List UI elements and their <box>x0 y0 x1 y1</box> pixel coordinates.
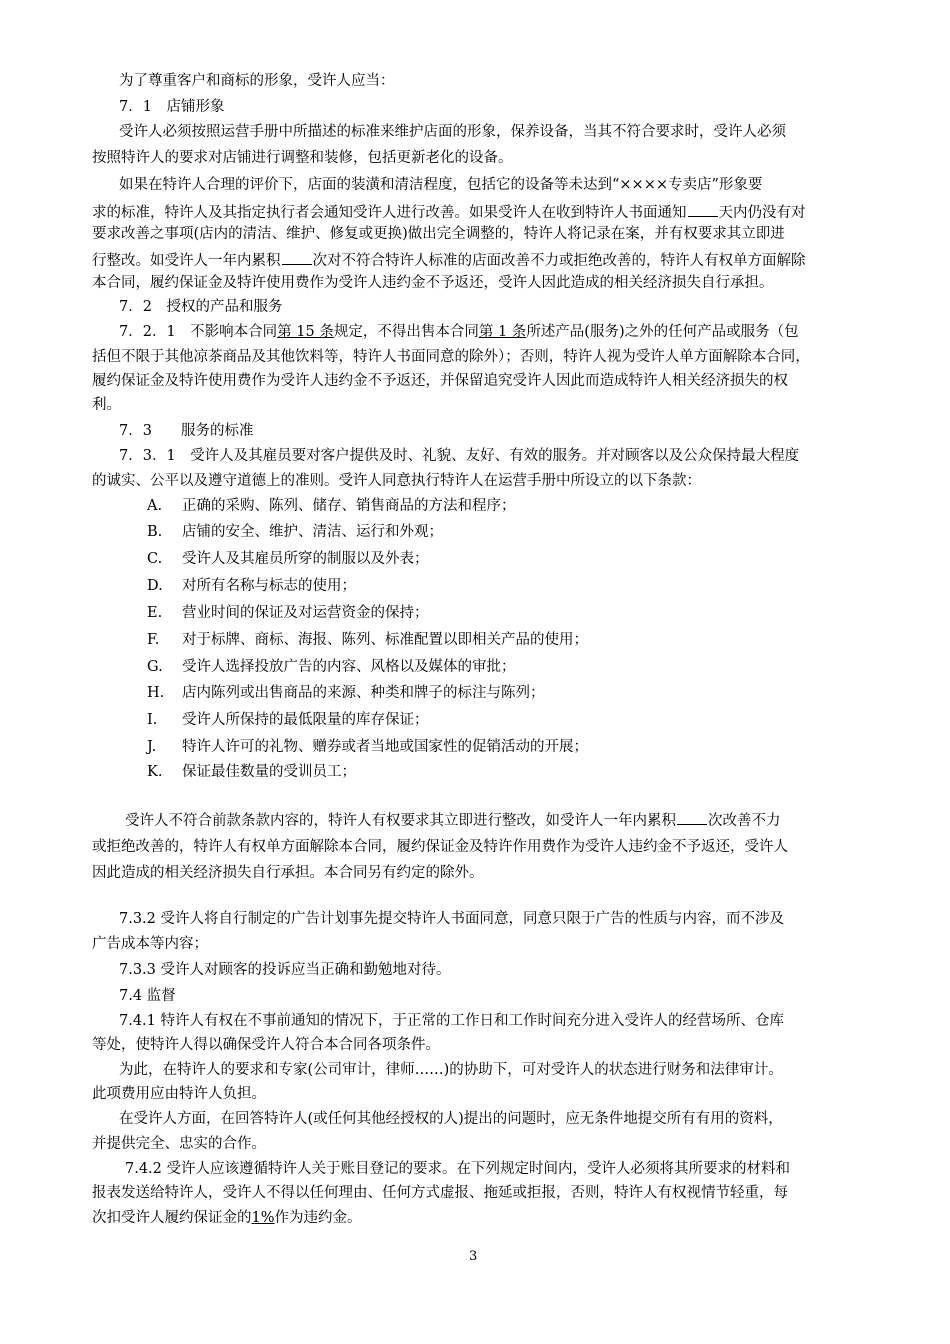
paragraph-line: 求的标准，特许人及其指定执行者会通知受许人进行改善。如果受许人在收到特许人书面通知 天内仍没有对 <box>92 202 862 222</box>
paragraph-line: 在受许人方面，在回答特许人(或任何其他经授权的人)提出的问题时，应无条件地提交所有有用的资料， <box>119 1111 783 1127</box>
paragraph-line: 并提供完全、忠实的合作。 <box>92 1136 266 1152</box>
paragraph-line: 此项费用应由特许人负担。 <box>92 1086 266 1102</box>
list-item: G. 受许人选择投放广告的内容、风格以及媒体的审批； <box>147 659 516 675</box>
paragraph-line: 或拒绝改善的，特许人有权单方面解除本合同，履约保证金及特许作用费作为受许人违约金不予返还，受许人 <box>92 839 788 855</box>
clause-7-3-3-line: 7.3.3 受许人对顾客的投诉应当正确和勤勉地对待。 <box>119 962 451 978</box>
clause-7-3-1-line: 7．3．1 受许人及其雇员要对客户提供及时、礼貌、友好、有效的服务。并对顾客以及公众保持最大程度 <box>119 448 800 464</box>
clause-7-2-1-line: 7．2．1 不影响本合同第 15 条规定，不得出售本合同第 1 条所述产品(服务)之外的任何产品或服务（包 <box>119 324 799 340</box>
clause-7-4-1-line: 7.4.1 特许人有权在不事前通知的情况下，于正常的工作日和工作时间充分进入受许人的经营场所、仓库 <box>119 1013 784 1029</box>
paragraph-line: 受许人不符合前款条款内容的，特许人有权要求其立即进行整改，如受许人一年内累积 次改善不力 <box>125 810 895 830</box>
list-item: K. 保证最佳数量的受训员工； <box>147 764 356 780</box>
article-reference: 第 15 条 <box>277 324 334 340</box>
paragraph-line: 受许人必须按照运营手册中所描述的标准来维护店面的形象，保养设备，当其不符合要求时，受许人必须 <box>119 124 786 140</box>
list-item: E. 营业时间的保证及对运营资金的保持； <box>147 605 429 621</box>
list-item: A. 正确的采购、陈列、储存、销售商品的方法和程序； <box>147 498 516 514</box>
paragraph-line: 履约保证金及特许使用费作为受许人违约金不予返还，并保留追究受许人因此而造成特许人相关经济损失的权 <box>92 373 788 389</box>
paragraph-line: 要求改善之事项(店内的清洁、维护、修复或更换)做出完全调整的，特许人将记录在案，并有权要求其立即进 <box>92 226 785 242</box>
list-item: D. 对所有名称与标志的使用； <box>147 578 356 594</box>
paragraph-line: 为此，在特许人的要求和专家(公司审计，律师……)的协助下，可对受许人的状态进行财务和法律审计。 <box>119 1062 783 1078</box>
paragraph-line: 按照特许人的要求对店铺进行调整和装修，包括更新老化的设备。 <box>92 150 513 166</box>
intro-line: 为了尊重客户和商标的形象，受许人应当： <box>119 73 395 89</box>
paragraph-line: 报表发送给特许人，受许人不得以任何理由、任何方式虚报、拖延或拒报，否则，特许人有权视情节轻重，每 <box>92 1185 788 1201</box>
paragraph-line: 次扣受许人履约保证金的1%作为违约金。 <box>92 1210 362 1226</box>
section-7-2-title: 7．2 授权的产品和服务 <box>119 299 283 315</box>
fill-in-blank <box>282 250 312 265</box>
article-reference: 第 1 条 <box>478 324 527 340</box>
list-item: B. 店铺的安全、维护、清洁、运行和外观； <box>147 524 443 540</box>
page-number: 3 <box>469 1249 478 1264</box>
clause-7-4-2-line: 7.4.2 受许人应该遵循特许人关于账目登记的要求。在下列规定时间内，受许人必须将其所要求的材料和 <box>125 1161 790 1177</box>
paragraph-line: 括但不限于其他凉茶商品及其他饮料等，特许人书面同意的除外）；否则，特许人视为受许人单方面解除本合同， <box>92 349 810 365</box>
section-7-4-title: 7.4 监督 <box>119 988 176 1004</box>
paragraph-line: 利。 <box>92 397 121 413</box>
list-item: H. 店内陈列或出售商品的来源、种类和牌子的标注与陈列； <box>147 685 545 701</box>
list-item: F. 对于标牌、商标、海报、陈列、标准配置以即相关产品的使用； <box>147 632 588 648</box>
list-item: I. 受许人所保持的最低限量的库存保证； <box>147 712 429 728</box>
penalty-percentage: 1% <box>251 1210 275 1226</box>
clause-7-3-2-line: 7.3.2 受许人将自行制定的广告计划事先提交特许人书面同意，同意只限于广告的性质与内容，而不涉及 <box>119 911 784 927</box>
paragraph-line: 如果在特许人合理的评价下，店面的装潢和清洁程度，包括它的设备等未达到“××××专卖店”形象要 <box>119 177 763 193</box>
list-item: J. 特许人许可的礼物、赠券或者当地或国家性的促销活动的开展； <box>147 739 588 755</box>
section-7-1-title: 7．1 店铺形象 <box>119 99 225 115</box>
fill-in-blank <box>677 810 707 825</box>
list-item: C. 受许人及其雇员所穿的制服以及外表； <box>147 551 429 567</box>
paragraph-line: 行整改。如受许人一年内累积 次对不符合特许人标准的店面改善不力或拒绝改善的，特许人有权单方面解除 <box>92 250 862 270</box>
paragraph-line: 等处，使特许人得以确保受许人符合本合同各项条件。 <box>92 1037 440 1053</box>
paragraph-line: 本合同，履约保证金及特许使用费作为受许人违约金不予返还，受许人因此造成的相关经济损失自行承担。 <box>92 275 774 291</box>
fill-in-blank <box>688 202 718 217</box>
paragraph-line: 广告成本等内容； <box>92 936 208 952</box>
section-7-3-title: 7．3 服务的标准 <box>119 423 254 439</box>
paragraph-line: 的诚实、公平以及遵守道德上的准则。受许人同意执行特许人在运营手册中所设立的以下条款： <box>92 473 701 489</box>
paragraph-line: 因此造成的相关经济损失自行承担。本合同另有约定的除外。 <box>92 865 484 881</box>
